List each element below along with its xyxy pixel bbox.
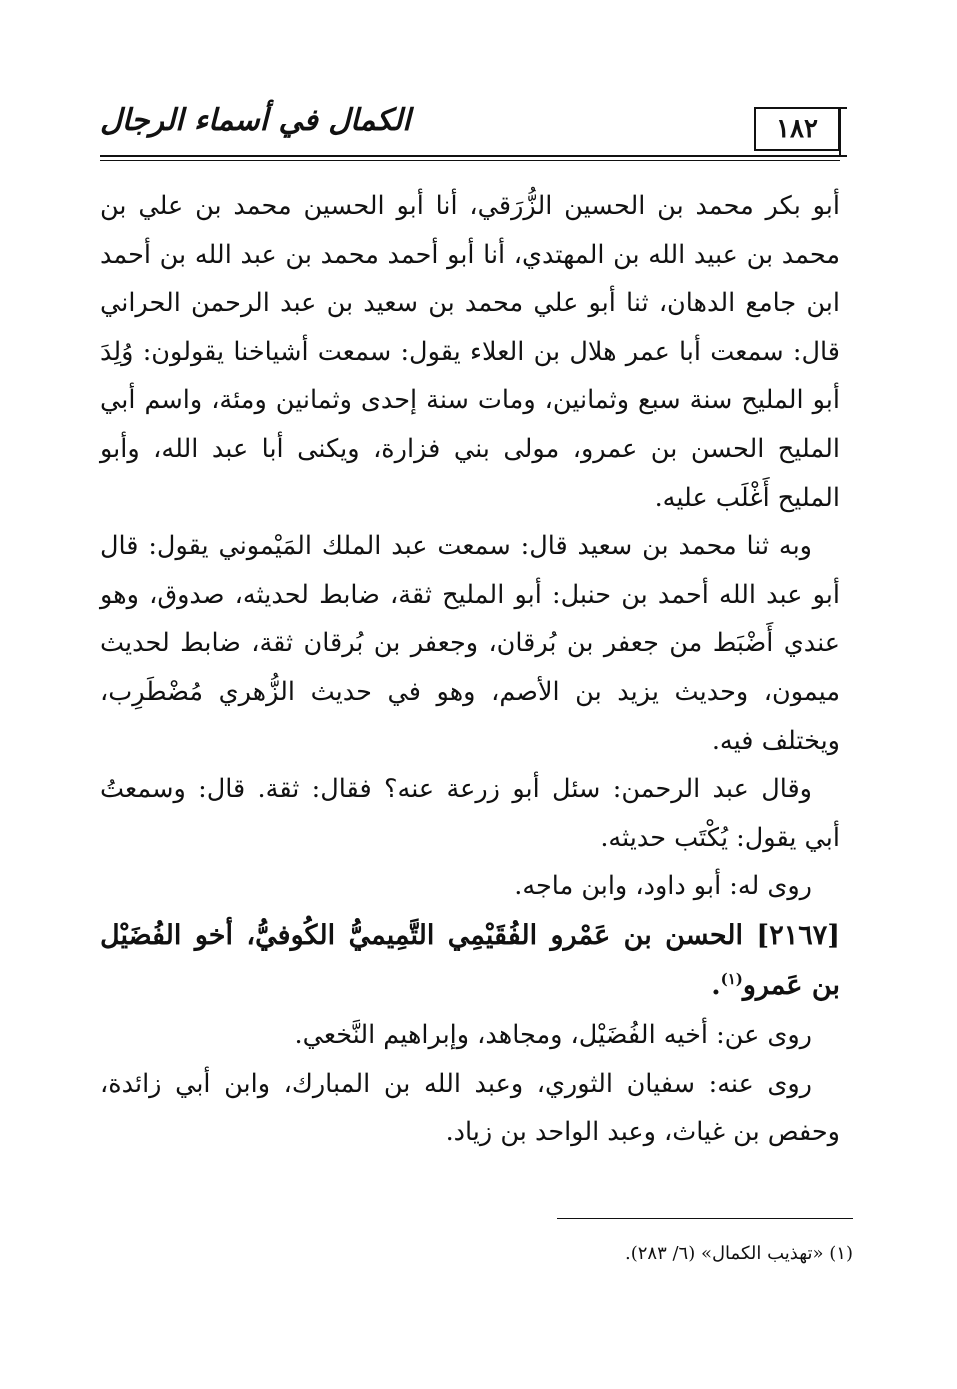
paragraph-abu-zura: وقال عبد الرحمن: سئل أبو زرعة عنه؟ فقال: ثقة. قال: وسمعتُ أبي يقول: يُكْتَب حديثه. bbox=[100, 774, 840, 853]
footnote-marker: (١) bbox=[720, 969, 743, 988]
footnote-rule bbox=[557, 1218, 853, 1219]
footnote: (١) «تهذيب الكمال» (٦/ ٢٨٣). bbox=[624, 1243, 853, 1264]
entry-heading-text: [٢١٦٧] الحسن بن عَمْرو الفُقَيْمِي التَّمِيميُّ الكُوفيُّ، أخو الفُضَيْل بن عَمرو bbox=[100, 919, 840, 1001]
header-rule-thin bbox=[100, 160, 840, 161]
page-header bbox=[100, 95, 840, 157]
paragraph-ahmad-opinion: وبه ثنا محمد بن سعيد قال: سمعت عبد الملك المَيْموني يقول: قال أبو عبد الله أحمد بن حنبل: أبو المليح ثقة، ضابط لحديثه، صدوق، وهو عندي أَضْبَط من جعفر بن بُرقان، وجعفر بن بُرقان ثقة، ضابط لحديث ميمون، وحديث يزيد بن الأصم، وهو في حديث الزُّهري مُضْطَرِب، ويختلف فيه. bbox=[100, 531, 840, 756]
paragraph-narrators-from-him: روى عنه: سفيان الثوري، وعبد الله بن المبارك، وابن أبي زائدة، وحفص بن غياث، وعبد الواحد بن زياد. bbox=[100, 1068, 840, 1148]
entry-heading bbox=[100, 911, 840, 1011]
paragraph-narrated-by: روى له: أبو داود، وابن ماجه. bbox=[514, 871, 812, 902]
paragraph-narration: أبو بكر محمد بن الحسين الزُّرَقي، أنا أبو الحسين محمد بن علي بن محمد بن عبيد الله بن المهتدي، أنا أبو أحمد محمد بن عبد الله بن أحمد ابن جامع الدهان، ثنا أبو علي محمد بن سعيد بن عبد الرحمن الحراني قال: سمعت أبا عمر هلال بن العلاء يقول: سمعت أشياخنا يقولون: وُلِدَ أبو المليح سنة سبع وثمانين، ومات سنة إحدى وثمانين ومئة، واسم أبي المليح الحسن بن عمرو، مولى بني فزارة، ويكنى أبا عبد الله، وأبو المليح أَغْلَب عليه. bbox=[100, 191, 840, 513]
page-number: ١٨٢ bbox=[754, 107, 840, 151]
page-body bbox=[100, 182, 840, 1157]
book-title: الكمال في أسماء الرجال bbox=[100, 103, 411, 138]
entry-heading-end: . bbox=[711, 969, 721, 1001]
paragraph-narrates-from: روى عن: أخيه الفُضَيْل، ومجاهد، وإبراهيم النَّخعي. bbox=[294, 1019, 812, 1050]
header-rule bbox=[100, 155, 840, 157]
